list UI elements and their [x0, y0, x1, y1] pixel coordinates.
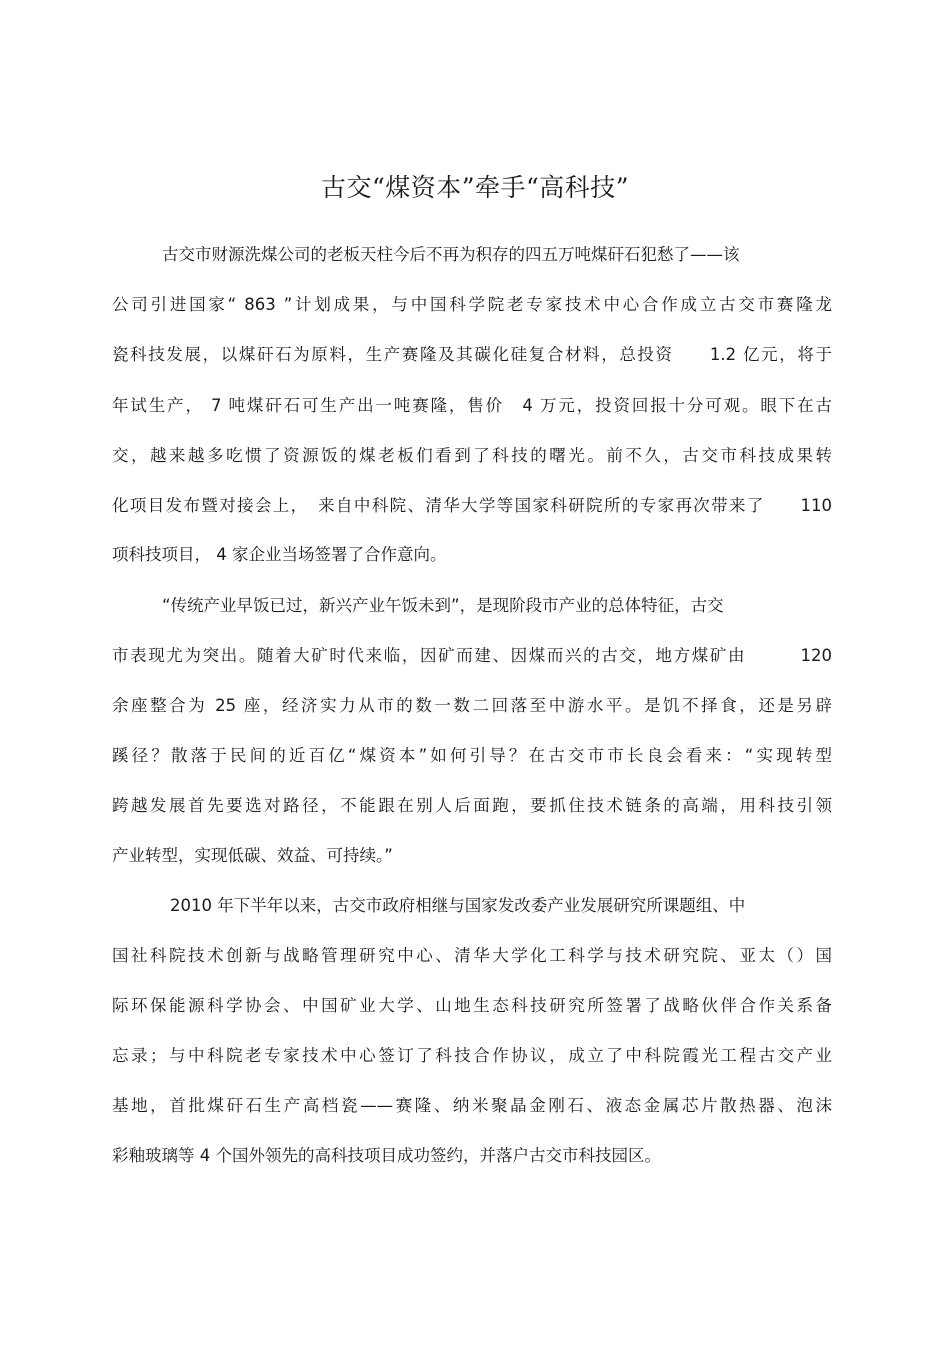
paragraph-1-line-3: 瓷科技发展，以煤矸石为原料，生产赛隆及其碳化硅复合材料，总投资 1.2 亿元，将于 — [112, 345, 832, 364]
paragraph-2-line-5: 跨越发展首先要选对路径，不能跟在别人后面跑，要抓住技术链条的高端，用科技引领 — [112, 796, 832, 815]
paragraph-2-line-3: 余座整合为 25 座，经济实力从市的数一数二回落至中游水平。是饥不择食，还是另辟 — [112, 696, 832, 715]
paragraph-3-line-6: 彩釉玻璃等 4 个国外领先的高科技项目成功签约，并落户古交市科技园区。 — [112, 1146, 661, 1165]
paragraph-2-line-4: 蹊径？散落于民间的近百亿“煤资本”如何引导？在古交市市长良会看来：“实现转型 — [112, 746, 832, 765]
paragraph-3-line-5: 基地，首批煤矸石生产高档瓷——赛隆、纳米聚晶金刚石、液态金属芯片散热器、泡沫 — [112, 1096, 832, 1115]
paragraph-1-line-2: 公司引进国家“ 863 ”计划成果，与中国科学院老专家技术中心合作成立古交市赛隆龙 — [112, 295, 832, 314]
paragraph-3-line-1: 2010 年下半年以来，古交市政府相继与国家发改委产业发展研究所课题组、中 — [170, 896, 746, 915]
paragraph-3-line-4: 忘录；与中科院老专家技术中心签订了科技合作协议，成立了中科院霞光工程古交产业 — [112, 1046, 832, 1065]
paragraph-3-line-3: 际环保能源科学协会、中国矿业大学、山地生态科技研究所签署了战略伙伴合作关系备 — [112, 996, 832, 1015]
document-title: 古交“煤资本”牵手“高科技” — [320, 173, 630, 202]
paragraph-2-line-1: “传统产业早饭已过，新兴产业午饭未到”，是现阶段市产业的总体特征，古交 — [162, 596, 724, 615]
paragraph-1-line-6: 化项目发布暨对接会上， 来自中科院、清华大学等国家科研院所的专家再次带来了 110 — [112, 496, 832, 515]
paragraph-1-line-4: 年试生产， 7 吨煤矸石可生产出一吨赛隆，售价 4 万元，投资回报十分可观。眼下在古 — [112, 396, 832, 415]
paragraph-2-line-6: 产业转型，实现低碳、效益、可持续。” — [112, 846, 393, 865]
paragraph-3-line-2: 国社科院技术创新与战略管理研究中心、清华大学化工科学与技术研究院、亚太（）国 — [112, 946, 832, 965]
paragraph-1-line-1: 古交市财源洗煤公司的老板天柱今后不再为积存的四五万吨煤矸石犯愁了——该 — [162, 245, 740, 264]
paragraph-2-line-2: 市表现尤为突出。随着大矿时代来临，因矿而建、因煤而兴的古交，地方煤矿由 120 — [112, 646, 832, 665]
paragraph-1-line-7: 项科技项目， 4 家企业当场签署了合作意向。 — [112, 545, 447, 564]
paragraph-1-line-5: 交，越来越多吃惯了资源饭的煤老板们看到了科技的曙光。前不久，古交市科技成果转 — [112, 446, 832, 465]
